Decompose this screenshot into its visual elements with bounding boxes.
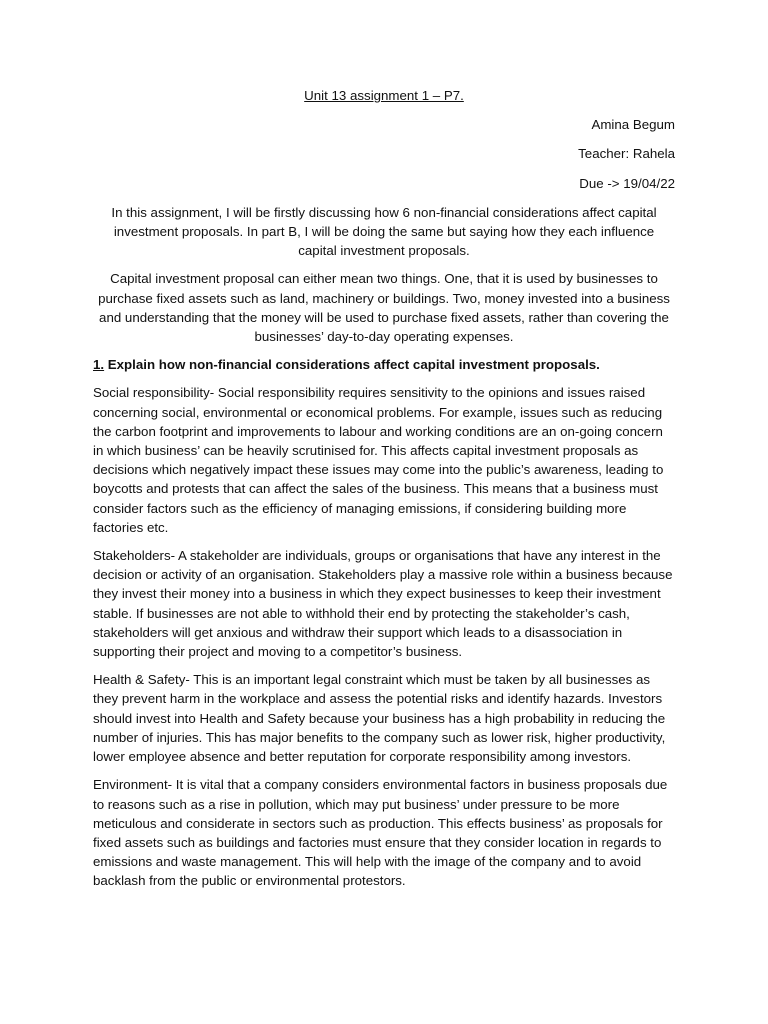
document-title: Unit 13 assignment 1 – P7.: [304, 88, 464, 103]
teacher-name: Teacher: Rahela: [578, 146, 675, 162]
question-text: Explain how non-financial considerations affect capital investment proposals.: [104, 357, 600, 373]
paragraph-stakeholders: Stakeholders- A stakeholder are individuals, groups or organisations that have any interest in the decision or activity of an organisation. Stakeholders play a massive role within a business because they invest their money into a business in which they expect businesses to keep their investment stable. If businesses are not able to withhold their end by protecting the stakeholder’s cash, stakeholders will get anxious and withdraw their support which leads to a disassociation in supporting their project and moving to a competitor’s business.: [93, 548, 673, 660]
intro-paragraph-2: Capital investment proposal can either mean two things. One, that it is used by businesses to purchase fixed assets such as land, machinery or buildings. Two, money invested into a business and understanding that the money will be used to purchase fixed assets, rather than covering the businesses’ day-to-day operating expenses.: [98, 271, 670, 345]
question-number: 1.: [93, 357, 105, 373]
question-heading: [93, 355, 675, 374]
author-name: Amina Begum: [591, 117, 675, 133]
intro-paragraph-1: In this assignment, I will be firstly discussing how 6 non-financial considerations affect capital investment proposals. In part B, I will be doing the same but saying how they each influence capital investment proposals.: [111, 204, 657, 259]
due-date: Due -> 19/04/22: [579, 175, 675, 191]
paragraph-social-responsibility: Social responsibility- Social responsibility requires sensitivity to the opinions and issues raised concerning social, environmental or economical problems. For example, issues such as reducing the carbon footprint and improvements to labour and working conditions are an on-going concern in which business’ can be heavily scrutinised for. This affects capital investment proposals as decisions which negatively impact these issues may come into the public’s awareness, leading to boycotts and protests that can affect the sales of the business. This means that a business must consider factors such as the efficiency of managing emissions, if considering building more factories etc.: [93, 385, 664, 535]
document-page: [93, 86, 675, 900]
paragraph-health-safety: Health & Safety- This is an important legal constraint which must be taken by all businesses as they prevent harm in the workplace and assess the potential risks and identify hazards. Investors should invest into Health and Safety because your business has a high probability in reducing the number of injuries. This has major benefits to the company such as lower risk, higher productivity, lower employee absence and better reputation for corporate responsibility among investors.: [93, 672, 666, 765]
paragraph-environment: Environment- It is vital that a company considers environmental factors in business proposals due to reasons such as a rise in pollution, which may put business’ under pressure to be more meticulous and considerate in sectors such as production. This effects business’ as proposals for fixed assets such as buildings and factories must ensure that they consider location in regards to emissions and waste management. This will help with the image of the company and to avoid backlash from the public or environmental protestors.: [93, 777, 668, 889]
